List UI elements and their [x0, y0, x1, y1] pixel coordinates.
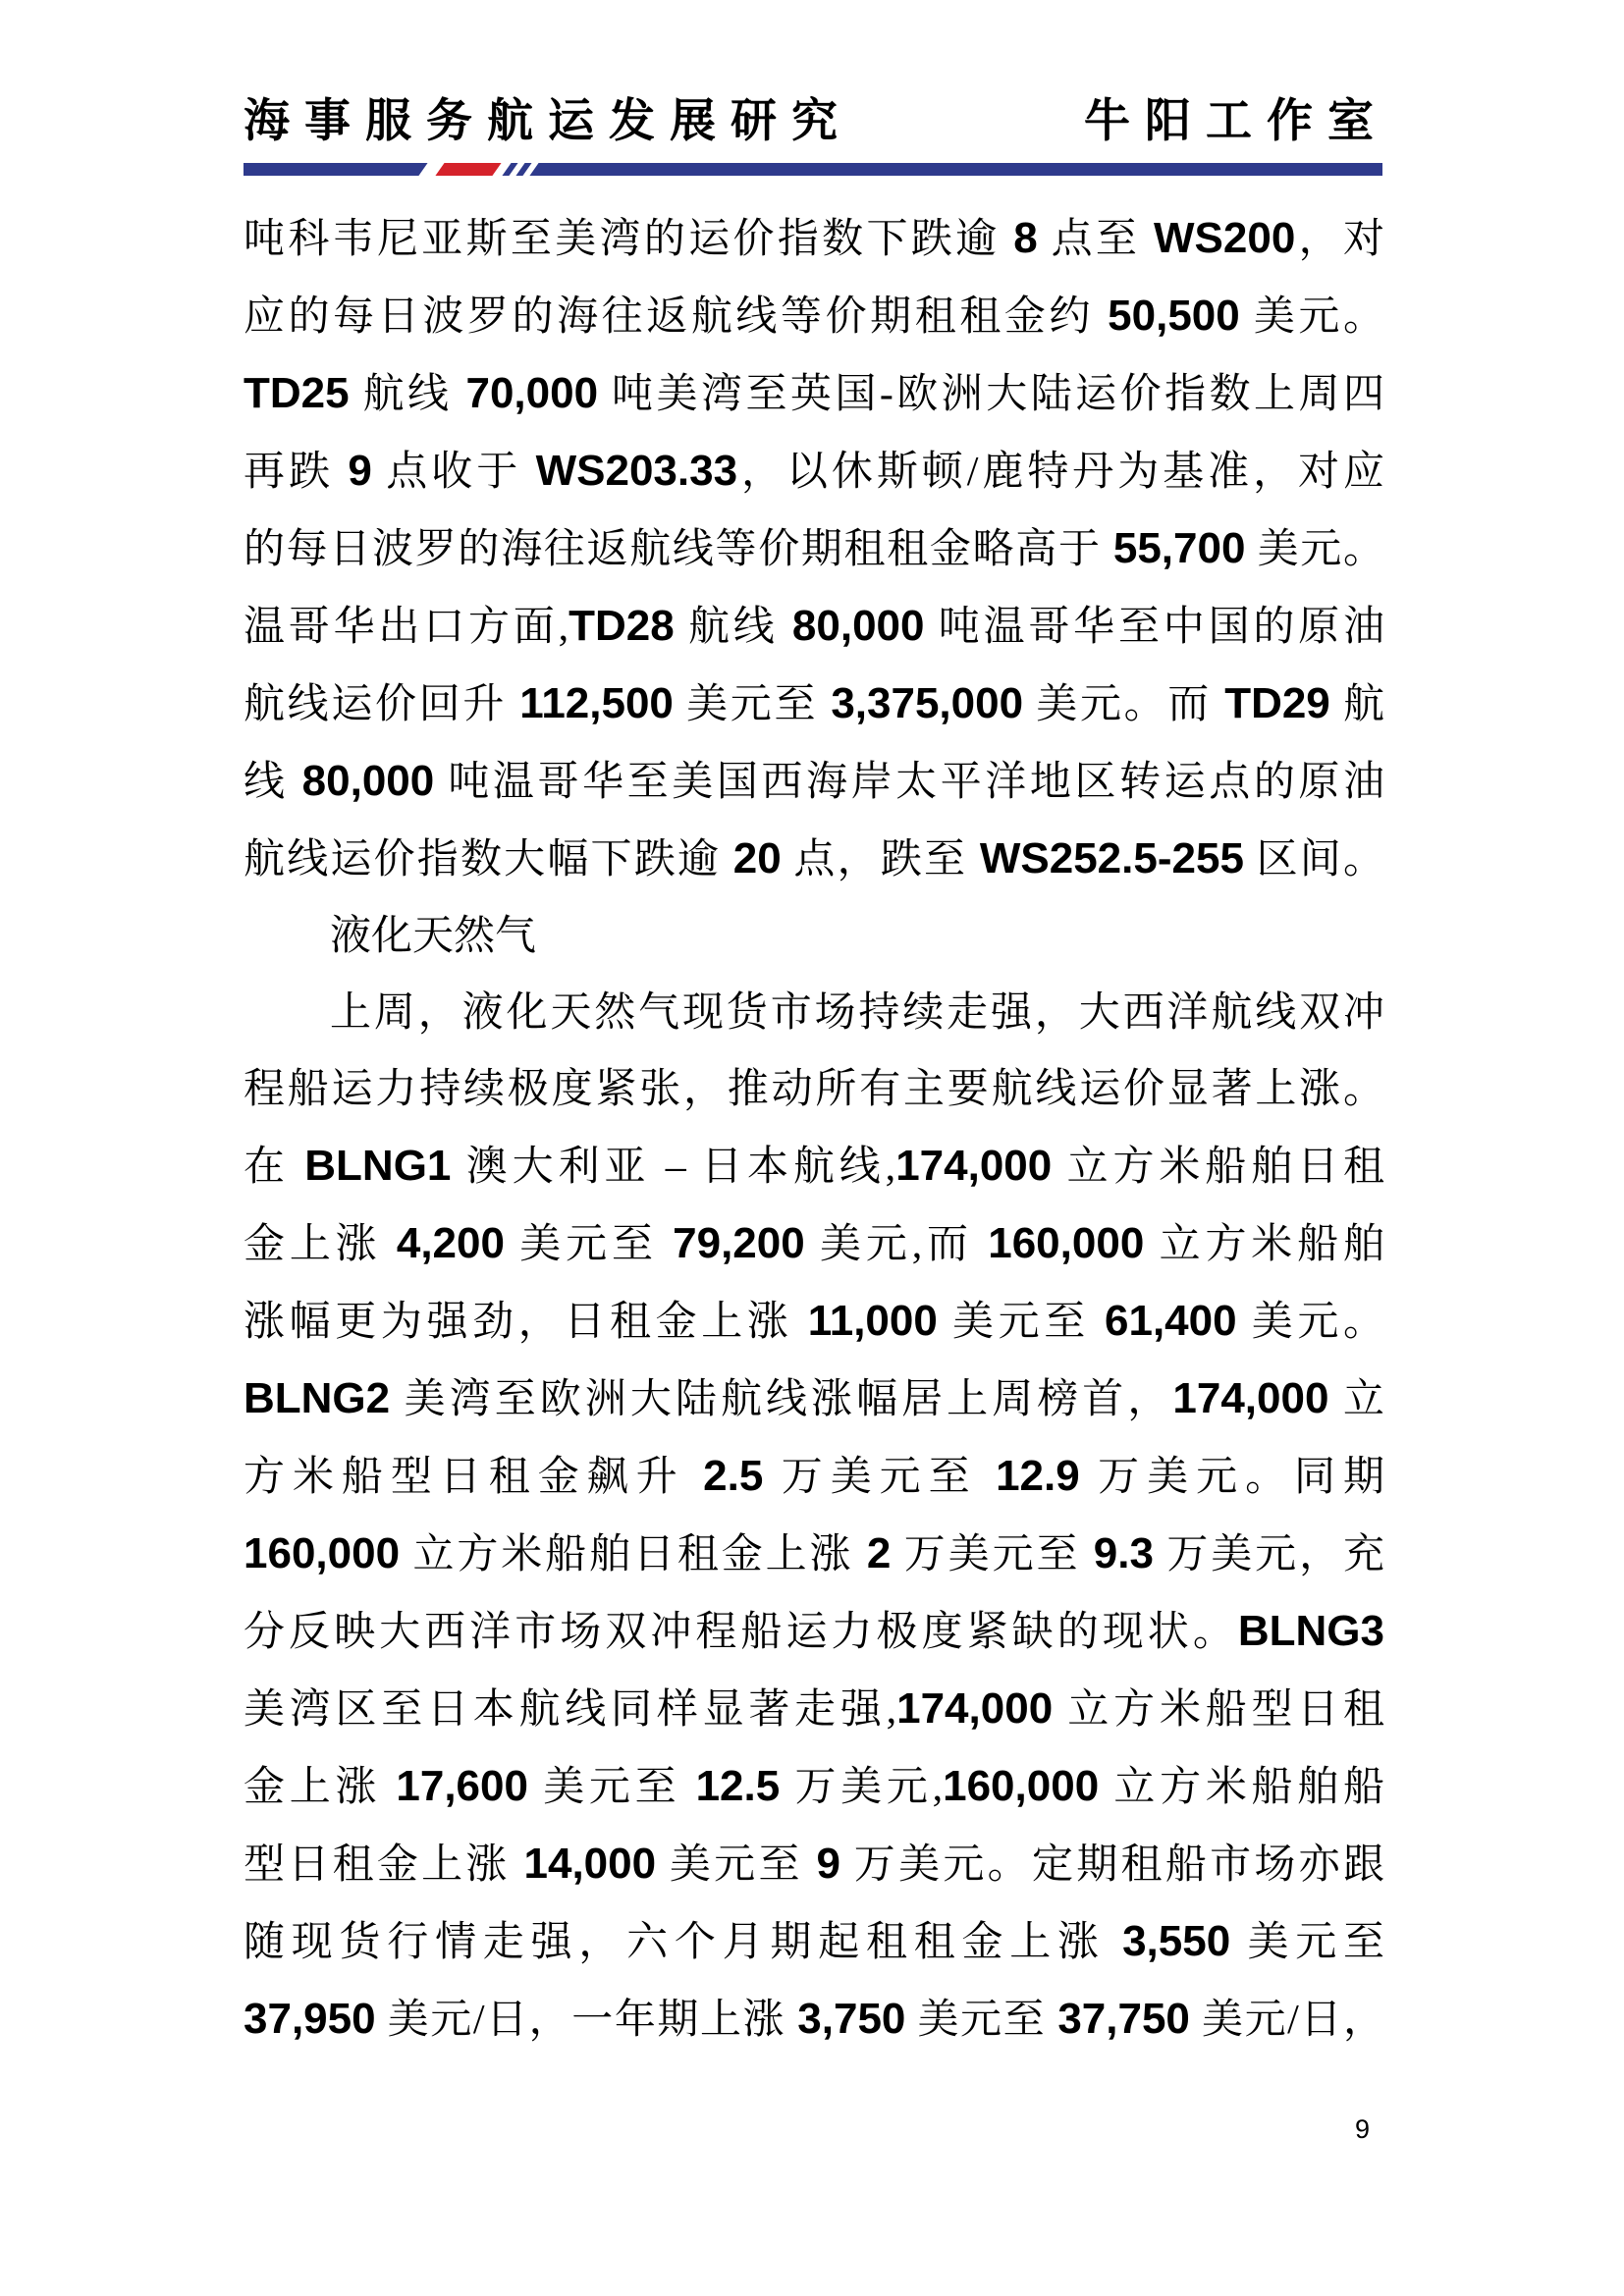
cjk-run: 分反映大西洋市场双冲程船运力极度紧缺的现状。 [244, 1610, 1238, 1655]
latin-run: 3,375,000 [831, 679, 1024, 727]
cjk-run: 航线运价指数大幅下跌逾 [244, 837, 733, 882]
cjk-run: 立方米船型日租 [1053, 1687, 1384, 1733]
body-line [244, 1516, 1384, 1593]
cjk-run: 点至 [1037, 217, 1155, 262]
cjk-run: 程船运力持续极度紧张，推动所有主要航线运价显著上涨。 [244, 1067, 1384, 1112]
latin-run: 55,700 [1112, 524, 1246, 572]
latin-run: TD25 [244, 369, 350, 417]
body-line [244, 1205, 1384, 1283]
body-line [244, 1981, 1384, 2058]
latin-run: BLNG1 [304, 1142, 452, 1190]
body-line [244, 1051, 1384, 1128]
body-line [244, 666, 1384, 743]
cjk-run: 万美元。同期 [1079, 1455, 1384, 1500]
cjk-run: 美元至 [905, 1998, 1058, 2043]
cjk-run: 立方米船舶 [1144, 1222, 1384, 1267]
latin-run: WS252.5-255 [979, 834, 1244, 882]
cjk-run: 澳大利亚 – 日本航线, [451, 1145, 896, 1190]
latin-run: 37,750 [1057, 1995, 1190, 2043]
cjk-run: 万美元。定期租船市场亦跟 [840, 1842, 1384, 1888]
cjk-run: 吨美湾至英国-欧洲大陆运价指数上周四 [598, 372, 1384, 417]
body-line [244, 743, 1384, 821]
latin-run: 11,000 [807, 1297, 938, 1345]
body-text [244, 200, 1384, 2058]
latin-run: 9.3 [1093, 1529, 1154, 1577]
cjk-run: 美元。而 [1023, 682, 1225, 727]
body-line [244, 1593, 1384, 1671]
cjk-run: 吨温哥华至美国西海岸太平洋地区转运点的原油 [434, 760, 1384, 805]
cjk-run: 吨科韦尼亚斯至美湾的运价指数下跌逾 [244, 217, 1014, 262]
cjk-run: 美元。 [1245, 527, 1384, 572]
cjk-run: 美湾至欧洲大陆航线涨幅居上周榜首， [390, 1377, 1173, 1422]
cjk-run: 吨温哥华至中国的原油 [924, 605, 1384, 650]
cjk-run: 方米船型日租金飙升 [244, 1455, 704, 1500]
cjk-run: 金上涨 [244, 1222, 397, 1267]
latin-run: WS203.33 [535, 447, 738, 495]
latin-run: 2.5 [703, 1452, 764, 1500]
latin-run: 160,000 [943, 1762, 1100, 1810]
latin-run: 17,600 [396, 1762, 528, 1810]
cjk-run: 美元至 [504, 1222, 674, 1267]
body-line [244, 510, 1384, 588]
body-line [244, 588, 1384, 666]
cjk-run: 美元。 [1239, 294, 1384, 340]
latin-run: 61,400 [1105, 1297, 1237, 1345]
cjk-run: 立方米船舶日租金上涨 [400, 1532, 867, 1577]
latin-run: BLNG3 [1237, 1607, 1384, 1655]
cjk-run: ，对 [1295, 217, 1384, 262]
latin-run: 80,000 [301, 757, 435, 805]
body-line [244, 1903, 1384, 1981]
body-line [244, 1361, 1384, 1438]
cjk-run: 涨幅更为强劲，日租金上涨 [244, 1300, 808, 1345]
latin-run: 3,750 [797, 1995, 906, 2043]
cjk-run: 区间。 [1243, 837, 1384, 882]
cjk-run: 美元至 [673, 682, 832, 727]
latin-run: 8 [1013, 214, 1038, 262]
cjk-run: 点，跌至 [781, 837, 980, 882]
latin-run: 14,000 [523, 1840, 657, 1888]
cjk-run: 随现货行情走强，六个月期起租租金上涨 [244, 1920, 1123, 1965]
body-line [244, 821, 1384, 898]
header-divider-bar [244, 163, 1382, 176]
body-line [244, 200, 1384, 278]
latin-run: 160,000 [244, 1529, 401, 1577]
body-line [244, 975, 1384, 1051]
body-line [244, 355, 1384, 433]
body-line [244, 1826, 1384, 1903]
cjk-run: 万美元至 [891, 1532, 1094, 1577]
header-title-right: 牛阳工作室 [1084, 94, 1388, 146]
latin-run: 174,000 [1172, 1374, 1329, 1422]
cjk-run: 美元至 [937, 1300, 1105, 1345]
latin-run: 174,000 [896, 1684, 1054, 1733]
latin-run: 3,550 [1122, 1917, 1231, 1965]
cjk-run: 美元/日，一年期上涨 [375, 1998, 798, 2043]
latin-run: 2 [866, 1529, 892, 1577]
cjk-run: 万美元至 [763, 1455, 997, 1500]
body-line [244, 1748, 1384, 1826]
cjk-run: 万美元，充 [1153, 1532, 1384, 1577]
latin-run: 12.9 [996, 1452, 1080, 1500]
latin-run: 9 [816, 1840, 841, 1888]
cjk-run: 美元至 [527, 1765, 696, 1810]
cjk-run: 型日租金上涨 [244, 1842, 524, 1888]
latin-run: 79,200 [673, 1219, 805, 1267]
cjk-run: 万美元, [780, 1765, 944, 1810]
latin-run: 80,000 [791, 602, 925, 650]
cjk-run: 航线 [674, 605, 792, 650]
cjk-run: 的每日波罗的海往返航线等价期租租金略高于 [244, 527, 1113, 572]
body-line [244, 1671, 1384, 1748]
body-line [244, 1128, 1384, 1205]
cjk-run: ，以休斯顿/鹿特丹为基准，对应 [737, 450, 1384, 495]
latin-run: WS200 [1154, 214, 1296, 262]
cjk-run: 美湾区至日本航线同样显著走强, [244, 1687, 897, 1733]
header-title-left: 海事服务航运发展研究 [244, 94, 852, 146]
cjk-run: 立方米船舶船 [1099, 1765, 1384, 1810]
latin-run: 9 [348, 447, 372, 495]
cjk-run: 温哥华出口方面, [244, 605, 569, 650]
latin-run: 112,500 [519, 679, 674, 727]
body-line [244, 898, 1384, 975]
cjk-run: 美元。 [1236, 1300, 1384, 1345]
latin-run: TD29 [1224, 679, 1330, 727]
latin-run: BLNG2 [244, 1374, 391, 1422]
cjk-run: 上周，液化天然气现货市场持续走强，大西洋航线双冲 [330, 990, 1384, 1036]
cjk-run: 美元/日， [1189, 1998, 1385, 2043]
latin-run: 4,200 [396, 1219, 505, 1267]
cjk-run: 航线 [349, 372, 466, 417]
body-line [244, 1438, 1384, 1516]
cjk-run: 航线运价回升 [244, 682, 520, 727]
cjk-run: 美元至 [656, 1842, 817, 1888]
cjk-run: 美元,而 [804, 1222, 989, 1267]
cjk-run: 在 [244, 1145, 305, 1190]
cjk-run: 液化天然气 [330, 914, 537, 959]
cjk-run: 立 [1328, 1377, 1384, 1422]
body-line [244, 1283, 1384, 1361]
body-line [244, 278, 1384, 355]
body-line [244, 433, 1384, 510]
latin-run: 20 [732, 834, 782, 882]
cjk-run: 再跌 [244, 450, 349, 495]
latin-run: 12.5 [695, 1762, 781, 1810]
latin-run: 37,950 [244, 1995, 376, 2043]
cjk-run: 立方米船舶日租 [1052, 1145, 1384, 1190]
cjk-run: 美元至 [1230, 1920, 1384, 1965]
latin-run: TD28 [568, 602, 675, 650]
cjk-run: 点收于 [371, 450, 536, 495]
page-number: 9 [1355, 2114, 1371, 2144]
latin-run: 50,500 [1108, 292, 1240, 340]
cjk-run: 线 [244, 760, 302, 805]
divider-red-accent [435, 163, 501, 176]
latin-run: 174,000 [895, 1142, 1053, 1190]
cjk-run: 应的每日波罗的海往返航线等价期租租金约 [244, 294, 1109, 340]
cjk-run: 航 [1329, 682, 1384, 727]
cjk-run: 金上涨 [244, 1765, 397, 1810]
latin-run: 160,000 [988, 1219, 1145, 1267]
latin-run: 70,000 [465, 369, 599, 417]
